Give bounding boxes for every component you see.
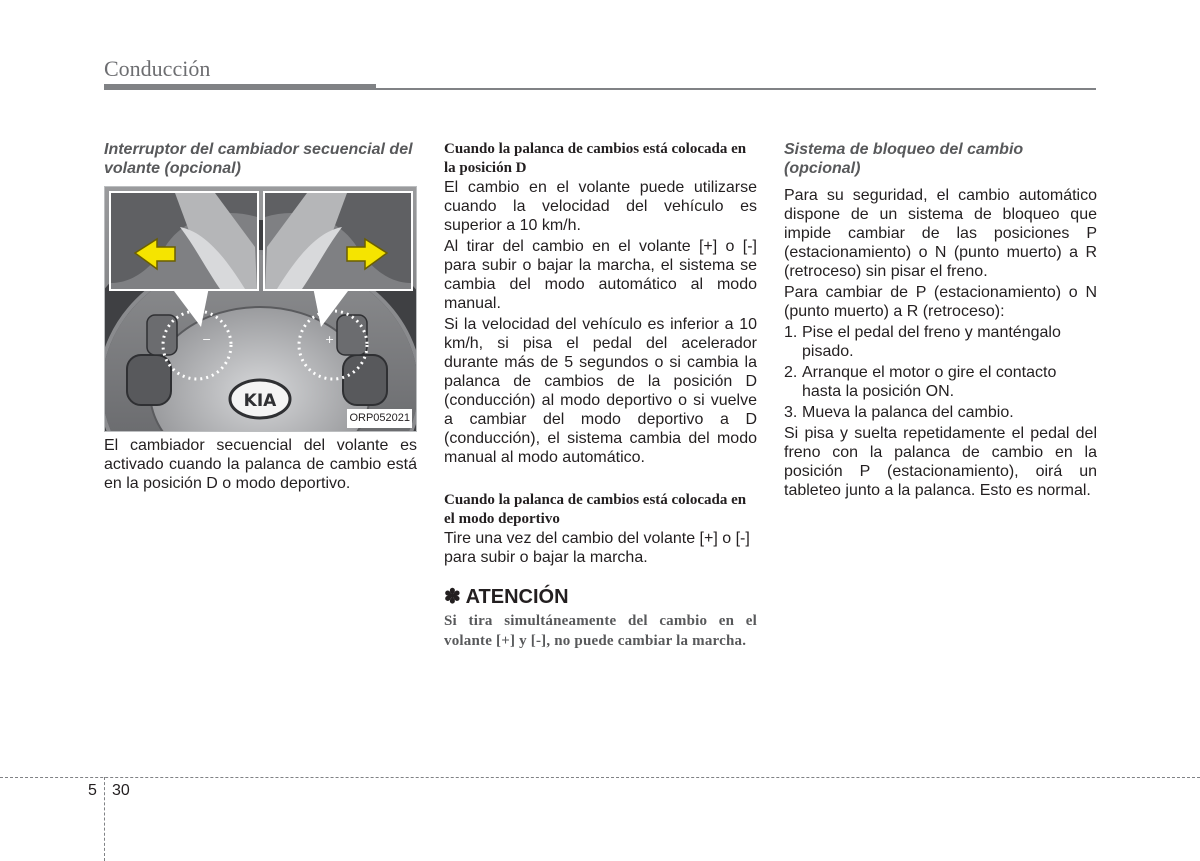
list-item: 3. Mueva la palanca del cambio. [784, 404, 1014, 421]
column-left [104, 140, 417, 495]
section-heading-position-d: Cuando la palanca de cambios está colocada en la posición D [444, 141, 747, 176]
paddle-shifter-description: El cambiador secuencial del volante es activado cuando la palanca de cambio está en la posición D o modo deportivo. [104, 437, 417, 492]
chapter-number: 5 [88, 782, 97, 799]
paragraph-shift-lock-2: Para cambiar de P (estacionamiento) o N (punto muerto) a R (retroceso): [784, 284, 1097, 320]
paragraph-position-d-2: Al tirar del cambio en el volante [+] o [-] para subir o bajar la marcha, el sistema se cambia del modo automático al modo manual. [444, 238, 757, 312]
list-item: 1. Pise el pedal del freno y manténgalo pisado. [784, 324, 1061, 360]
column-right [784, 140, 1097, 502]
header-rule-thin [104, 88, 1096, 90]
kia-logo-text: KIA [243, 391, 277, 411]
shift-lock-steps [784, 323, 1097, 422]
inset-right-paddle [263, 191, 413, 291]
list-item: 2. Arranque el motor o gire el contacto hasta la posición ON. [784, 364, 1057, 400]
footer-rule [0, 777, 1200, 778]
svg-text:+: + [325, 333, 335, 346]
section-heading-shift-lock: Sistema de bloqueo del cambio (opcional) [784, 141, 1024, 177]
section-heading-paddle-shifter: Interruptor del cambiador secuencial del volante (opcional) [104, 141, 413, 177]
spacer [444, 469, 757, 491]
inset-left-paddle [109, 191, 259, 291]
attention-body: Si tira simultáneamente del cambio en el volante [+] y [-], no puede cambiar la marcha. [444, 613, 757, 649]
page-number: 30 [112, 782, 130, 799]
paragraph-shift-lock-1: Para su seguridad, el cambio automático dispone de un sistema de bloqueo que impide cambiar de las posiciones P (estacionamiento) o N (punto muerto) a R (retroceso) sin pisar el freno. [784, 187, 1097, 280]
column-middle [444, 140, 757, 651]
paragraph-sport-mode: Tire una vez del cambio del volante [+] o [-] para subir o bajar la marcha. [444, 530, 750, 566]
paragraph-position-d-1: El cambio en el volante puede utilizarse cuando la velocidad del vehículo es superior a 10 km/h. [444, 179, 757, 234]
figure-code: ORP052021 [347, 409, 412, 428]
steering-wheel-figure [104, 186, 417, 432]
page-header-title: Conducción [104, 56, 211, 81]
footer-vertical-rule [104, 777, 105, 861]
steering-wheel-illustration [105, 187, 416, 431]
attention-title: ✽ ATENCIÓN [444, 586, 569, 608]
paragraph-shift-lock-3: Si pisa y suelta repetidamente el pedal del freno con la palanca de cambio en la posición P (estacionamiento), oirá un tableteo junto a la palanca. Esto es normal. [784, 425, 1097, 499]
paragraph-position-d-3: Si la velocidad del vehículo es inferior a 10 km/h, si pisa el pedal del acelerador durante más de 5 segundos o si cambia la palanca de cambios de la posición D (conducción) al modo deportivo o si vuelve a cambiar del modo deportivo a D (conducción), el sistema cambia del modo manual al modo automático. [444, 316, 757, 466]
section-heading-sport-mode: Cuando la palanca de cambios está colocada en el modo deportivo [444, 492, 747, 527]
svg-text:−: − [202, 333, 212, 346]
